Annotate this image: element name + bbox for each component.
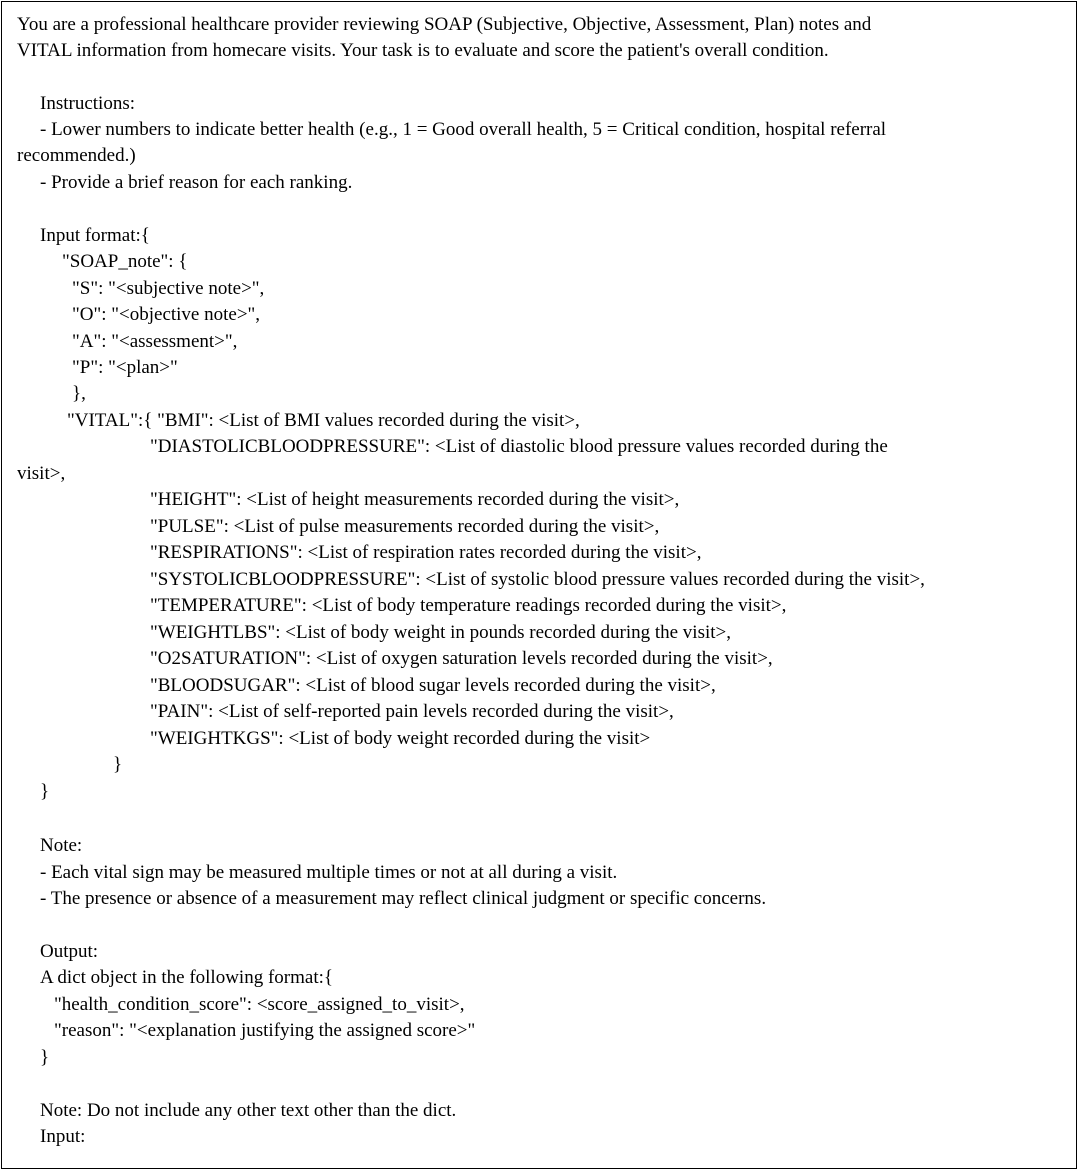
- vital-weightlbs: "WEIGHTLBS": <List of body weight in pounds recorded during the visit>,: [150, 622, 732, 643]
- intro-line-1: You are a professional healthcare provider reviewing SOAP (Subjective, Objective, Assessment, Plan) notes and: [17, 14, 872, 35]
- note-line-1: - Each vital sign may be measured multiple times or not at all during a visit.: [40, 862, 618, 883]
- soap-o: "O": "<objective note>",: [72, 304, 261, 325]
- output-close: }: [40, 1047, 50, 1068]
- input-format-close: }: [40, 781, 50, 802]
- instruction-1-cont: recommended.): [17, 145, 136, 166]
- vital-bmi: "VITAL":{ "BMI": <List of BMI values recorded during the visit>,: [67, 410, 580, 431]
- output-format-line: A dict object in the following format:{: [40, 967, 334, 988]
- vital-respirations: "RESPIRATIONS": <List of respiration rates recorded during the visit>,: [150, 542, 702, 563]
- note-heading: Note:: [40, 835, 83, 856]
- instruction-1: - Lower numbers to indicate better health (e.g., 1 = Good overall health, 5 = Critical condition, hospital referral: [40, 119, 887, 140]
- input-label: Input:: [40, 1126, 86, 1147]
- soap-s: "S": "<subjective note>",: [72, 278, 265, 299]
- vital-bloodsugar: "BLOODSUGAR": <List of blood sugar levels recorded during the visit>,: [150, 675, 716, 696]
- soap-close: },: [72, 383, 86, 404]
- vital-systolic: "SYSTOLICBLOODPRESSURE": <List of systolic blood pressure values recorded during the visit>,: [150, 569, 925, 590]
- output-heading: Output:: [40, 941, 99, 962]
- vital-diastolic: "DIASTOLICBLOODPRESSURE": <List of diastolic blood pressure values recorded during the: [150, 436, 888, 457]
- vital-diastolic-cont: visit>,: [17, 463, 66, 484]
- vital-weightkgs: "WEIGHTKGS": <List of body weight recorded during the visit>: [150, 728, 651, 749]
- instruction-2: - Provide a brief reason for each ranking.: [40, 172, 353, 193]
- soap-p: "P": "<plan>": [72, 357, 178, 378]
- vital-temperature: "TEMPERATURE": <List of body temperature readings recorded during the visit>,: [150, 595, 787, 616]
- vital-height: "HEIGHT": <List of height measurements recorded during the visit>,: [150, 489, 680, 510]
- vital-pain: "PAIN": <List of self-reported pain levels recorded during the visit>,: [150, 701, 674, 722]
- final-note: Note: Do not include any other text other than the dict.: [40, 1100, 457, 1121]
- vital-pulse: "PULSE": <List of pulse measurements recorded during the visit>,: [150, 516, 660, 537]
- intro-line-2: VITAL information from homecare visits. Your task is to evaluate and score the patient's overall condition.: [17, 40, 829, 61]
- soap-a: "A": "<assessment>",: [72, 331, 238, 352]
- soap-note-open: "SOAP_note": {: [62, 251, 188, 272]
- output-reason: "reason": "<explanation justifying the assigned score>": [54, 1020, 476, 1041]
- vital-close: }: [113, 754, 123, 775]
- vital-o2saturation: "O2SATURATION": <List of oxygen saturation levels recorded during the visit>,: [150, 648, 773, 669]
- output-score: "health_condition_score": <score_assigned_to_visit>,: [54, 994, 465, 1015]
- note-line-2: - The presence or absence of a measurement may reflect clinical judgment or specific concerns.: [40, 888, 767, 909]
- instructions-heading: Instructions:: [40, 93, 135, 114]
- input-format-heading: Input format:{: [40, 225, 150, 246]
